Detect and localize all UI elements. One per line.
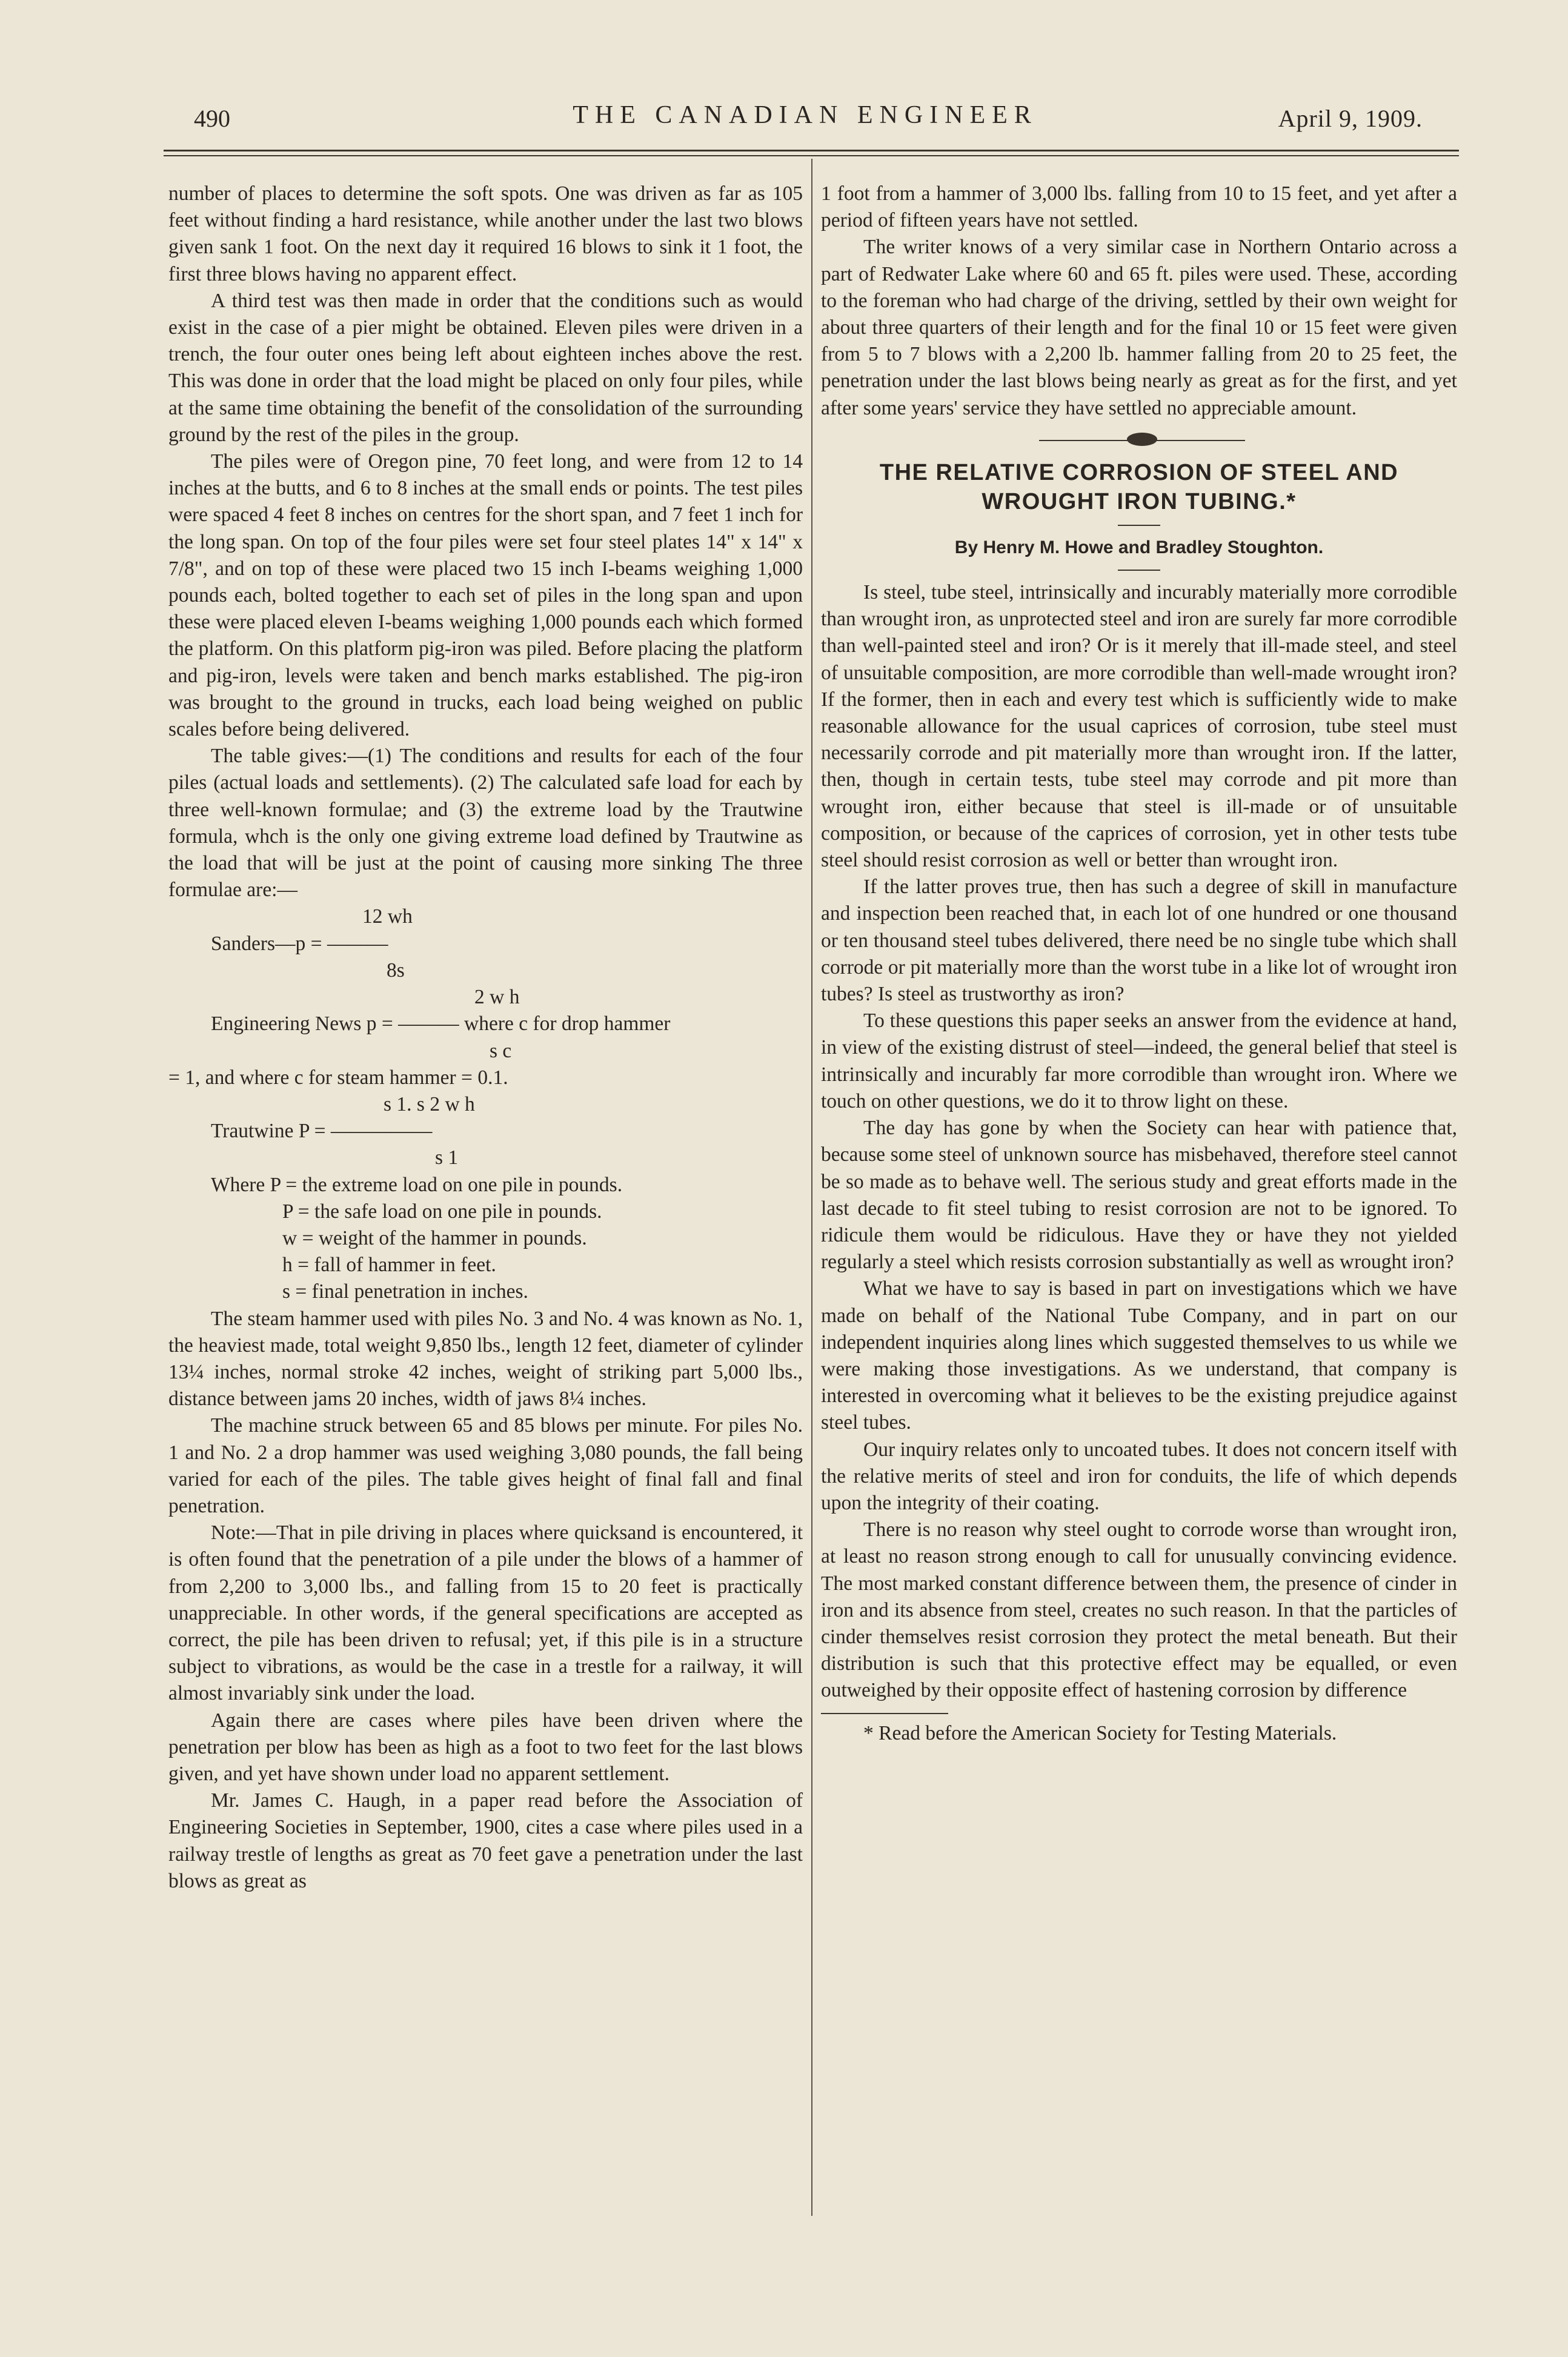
- paragraph: To these questions this paper seeks an answer from the evidence at hand, in view of the existing distrust of steel—indeed, the general belief that steel is intrinsically and incurably far more corrodible than wrought iron. Where we touch on other questions, we do it to throw light on these.: [821, 1009, 1457, 1112]
- formulas: [168, 903, 803, 1305]
- article-title: THE RELATIVE CORROSION OF STEEL AND WROUGHT IRON TUBING.*: [879, 459, 1399, 514]
- right-column: [821, 181, 1457, 1747]
- running-header: [164, 101, 1447, 141]
- paragraph: The machine struck between 65 and 85 blows per minute. For piles No. 1 and No. 2 a drop hammer was used weighing 3,080 pounds, the fall being varied for each of the piles. The table gives height of final fall and final penetration.: [168, 1414, 803, 1517]
- formula-line: P = the safe load on one pile in pounds.: [282, 1200, 602, 1223]
- paragraph: Mr. James C. Haugh, in a paper read before the Association of Engineering Societies in September, 1900, cites a case where piles used in a railway trestle of lengths as great as 70 feet gave a penetration under the last blows as great as: [168, 1789, 803, 1892]
- byline-rule: [1118, 570, 1160, 571]
- paragraph: Note:—That in pile driving in places where quicksand is encountered, it is often found that the penetration of a pile under the blows of a hammer of from 2,200 to 3,000 lbs., and falling from 15 to 20 feet is practically unappreciable. In other words, if the general specifications are accepted as correct, the pile has been driven to refusal; yet, if this pile is in a structure subject to vibrations, as would be the case in a trestle for a railway, it will almost invariably sink under the load.: [168, 1521, 803, 1705]
- header-rule: [164, 150, 1459, 151]
- paragraph: What we have to say is based in part on investigations which we have made on behalf of the National Tube Company, and in part on our independent inquiries along lines which suggested themselves to us while we were making those investigations. As we understand, that company is interested in overcoming what it believes to be the existing prejudice against steel tubes.: [821, 1277, 1457, 1434]
- left-column: [168, 181, 803, 1895]
- paragraph: The table gives:—(1) The conditions and results for each of the four piles (actual loads and settlements). (2) The calculated safe load for each by three well-known formulae; and (3) the extreme load by the Trautwine formula, whch is the only one giving extreme load defined by Trautwine as the load that will be just at the point of causing more sinking The three formulae are:—: [168, 745, 803, 902]
- formula-line: Where P = the extreme load on one pile in pounds.: [211, 1173, 623, 1196]
- paragraph: The steam hammer used with piles No. 3 and No. 4 was known as No. 1, the heaviest made, total weight 9,850 lbs., length 12 feet, diameter of cylinder 13¼ inches, normal stroke 42 inches, weight of striking part 5,000 lbs., distance between jams 20 inches, width of jaws 8¼ inches.: [168, 1307, 803, 1411]
- paragraph: The day has gone by when the Society can hear with patience that, because some steel of unknown source has misbehaved, therefore steel cannot be so made as to behave well. The serious study and great efforts made in the last decade to fit steel tubing to resist corrosion are not to be ignored. To ridicule them would be ridiculous. Have they or have they not yielded regularly a steel which resists corrosion substantially as well as wrought iron?: [821, 1117, 1457, 1274]
- formula-line: 2 w h: [474, 986, 520, 1009]
- formula-line: s c: [490, 1039, 512, 1062]
- paragraph: Again there are cases where piles have been driven where the penetration per blow has been as high as a foot to two feet for the last blows given, and yet have shown under load no apparent settlement.: [168, 1709, 803, 1785]
- issue-date: April 9, 1909.: [1278, 105, 1423, 132]
- footnote: * Read before the American Society for Testing Materials.: [863, 1721, 1337, 1744]
- byline: By Henry M. Howe and Bradley Stoughton.: [954, 537, 1324, 557]
- paragraph: Is steel, tube steel, intrinsically and incurably materially more corrodible than wrought iron, as unprotected steel and iron are surely far more corrodible than well-painted steel and iron? Or is it merely that ill-made steel, and steel of unsuitable composition, are more corrodible than well-made wrought iron? If the former, then in each and every test which is sufficiently wide to make reasonable allowance for the usual caprices of corrosion, tube steel must necessarily corrode and pit materially more than wrought iron. If the latter, then, though in certain tests, tube steel may corrode and pit more than wrought iron, either because that steel is ill-made or of unsuitable composition, or because of the caprices of corrosion, yet in other tests tube steel should resist corrosion as well or better than wrought iron.: [821, 581, 1457, 872]
- paragraph: A third test was then made in order that the conditions such as would exist in the case of a pier might be obtained. Eleven piles were driven in a trench, the four outer ones being left about eighteen inches above the rest. This was done in order that the load might be placed on only four piles, while at the same time obtaining the benefit of the consolidation of the surrounding ground by the rest of the piles in the group.: [168, 289, 803, 446]
- page-number: 490: [194, 105, 230, 132]
- journal-title: THE CANADIAN ENGINEER: [573, 101, 1038, 129]
- paragraph: The writer knows of a very similar case in Northern Ontario across a part of Redwater Lake where 60 and 65 ft. piles were used. These, according to the foreman who had charge of the driving, settled by their own weight for about three quarters of their length and for the final 10 or 15 feet were given from 5 to 7 blows with a 2,200 lb. hammer falling from 20 to 25 feet, the penetration under the last blows being nearly as great as for the first, and yet after some years' service they have settled no appreciable amount.: [821, 236, 1457, 419]
- formula-line: 8s: [387, 959, 405, 982]
- header-rule-thin: [164, 155, 1459, 156]
- formula-line: h = fall of hammer in feet.: [282, 1254, 496, 1277]
- paragraph: number of places to determine the soft spots. One was driven as far as 105 feet without finding a hard resistance, while another under the last two blows given sank 1 foot. On the next day it required 16 blows to sink it 1 foot, the first three blows having no apparent effect.: [168, 182, 803, 285]
- ornamental-separator: [821, 422, 1457, 458]
- paragraph: The piles were of Oregon pine, 70 feet long, and were from 12 to 14 inches at the butts, and 6 to 8 inches at the small ends or points. The test piles were spaced 4 feet 8 inches on centres for the short span, and 7 feet 1 inch for the long span. On top of the four piles were set four steel plates 14" x 14" x 7/8", and on top of these were placed two 15 inch I-beams weighing 1,000 pounds each, bolted together to each set of piles in the long span and upon these were placed eleven I-beams weighing 1,000 pounds each which formed the platform. On this platform pig-iron was piled. Before placing the platform and pig-iron, levels were taken and bench marks established. The pig-iron was brought to the ground in trucks, each load being weighed on public scales before being delivered.: [168, 450, 803, 741]
- paragraph: Our inquiry relates only to uncoated tubes. It does not concern itself with the relative merits of steel and iron for conduits, the life of which depends upon the integrity of their coating.: [821, 1438, 1457, 1514]
- footnote-rule: [821, 1713, 948, 1714]
- formula-line: 12 wh: [362, 905, 413, 928]
- formula-line: Trautwine P = —————: [211, 1120, 433, 1143]
- paragraph: 1 foot from a hammer of 3,000 lbs. falling from 10 to 15 feet, and yet after a period of fifteen years have not settled.: [821, 182, 1457, 232]
- formula-line: s 1: [435, 1146, 459, 1169]
- formula-line: s = final penetration in inches.: [282, 1280, 528, 1303]
- paragraph: There is no reason why steel ought to corrode worse than wrought iron, at least no reason strong enough to call for unusually convincing evidence. The most marked constant difference between them, the presence of cinder in iron and its absence from steel, creates no such reason. In that the particles of cinder themselves resist corrosion they protect the metal beneath. But their distribution is such that this protective effect may be equalled, or even outweighed by their opposite effect of hastening corrosion by difference: [821, 1518, 1457, 1702]
- column-divider: [811, 159, 812, 2216]
- formula-line: s 1. s 2 w h: [384, 1092, 475, 1115]
- formula-line: Engineering News p = ——— where c for drop hammer: [211, 1012, 671, 1036]
- formula-line: = 1, and where c for steam hammer = 0.1.: [168, 1066, 508, 1089]
- title-rule: [1118, 525, 1160, 526]
- paragraph: If the latter proves true, then has such a degree of skill in manufacture and inspection been reached that, in each lot of one hundred or one thousand or ten thousand steel tubes delivered, there need be no single tube which shall corrode or pit materially more than the worst tube in a like lot of wrought iron tubes? Is steel as trustworthy as iron?: [821, 876, 1457, 1006]
- formula-line: Sanders—p = ———: [211, 932, 388, 955]
- formula-line: w = weight of the hammer in pounds.: [282, 1226, 587, 1249]
